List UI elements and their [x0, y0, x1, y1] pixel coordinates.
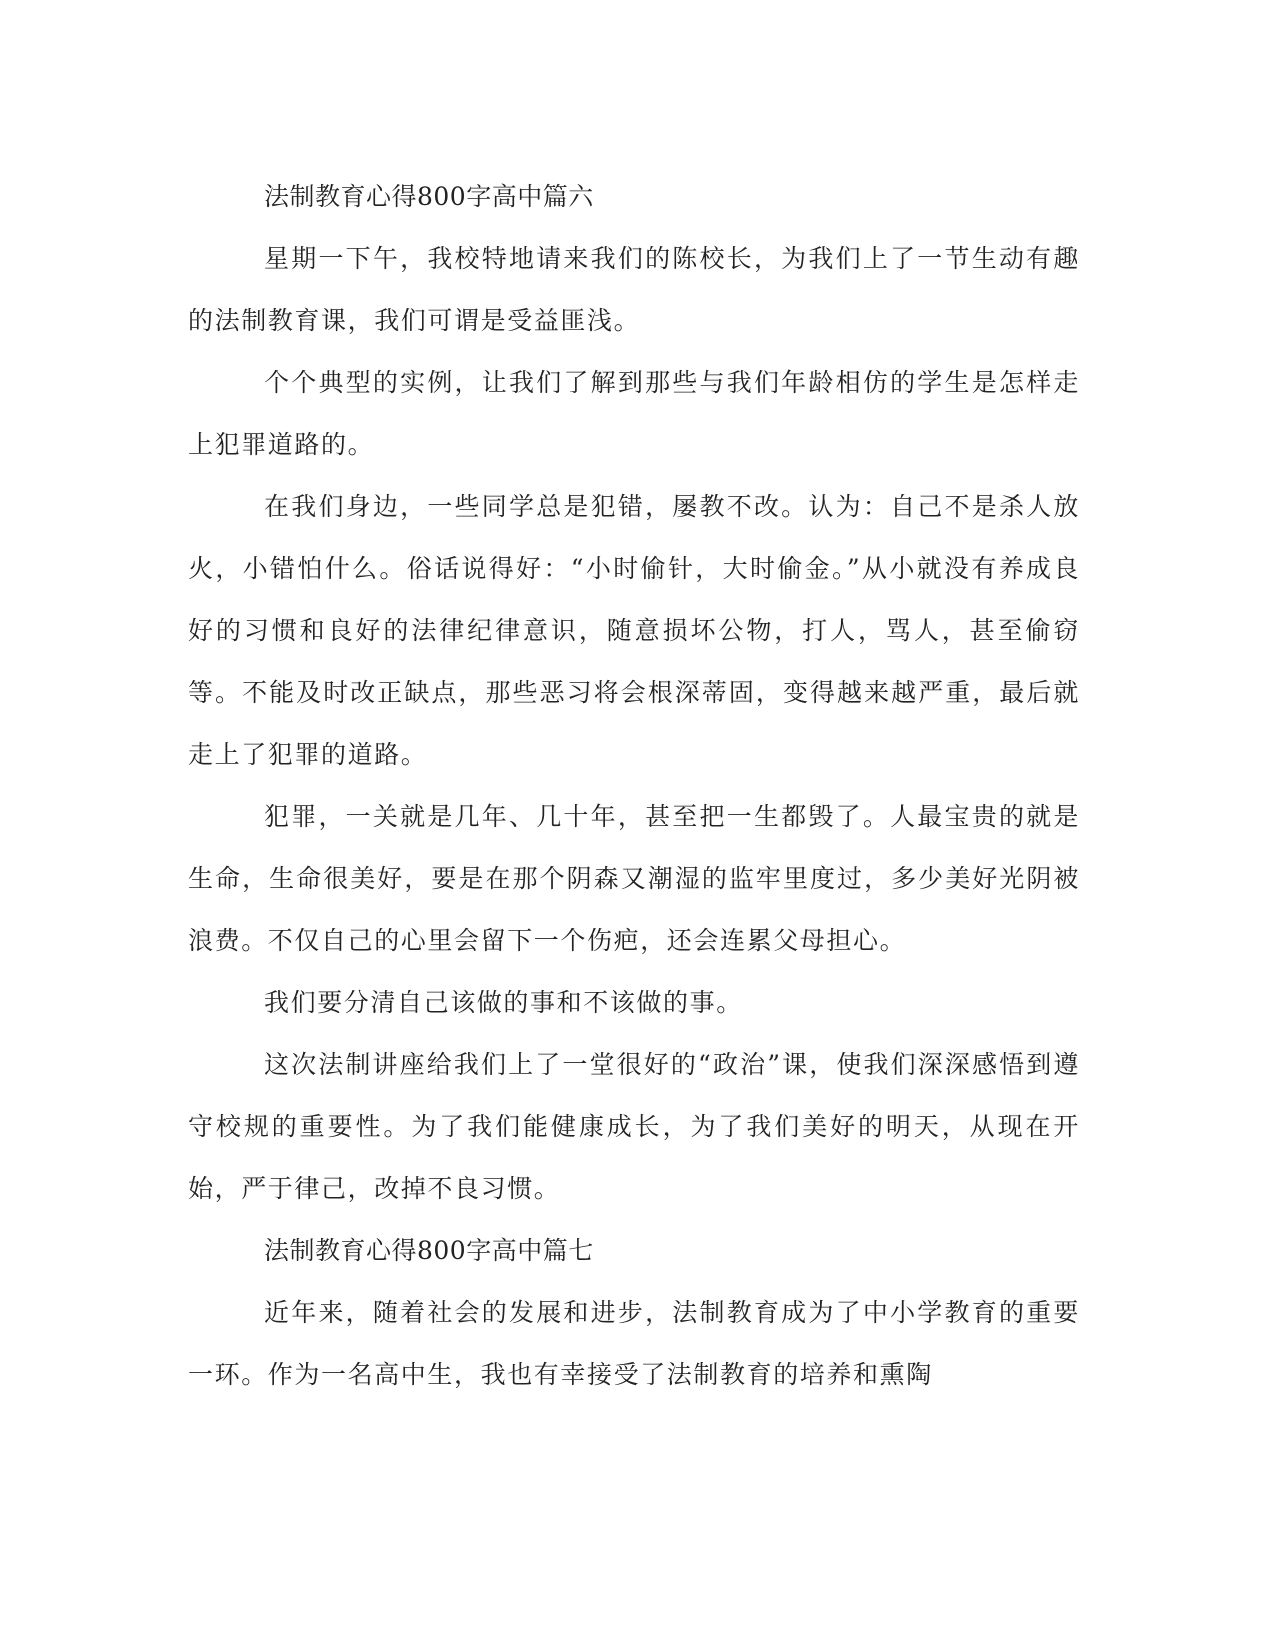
paragraph: 我们要分清自己该做的事和不该做的事。 — [264, 988, 743, 1017]
paragraph: 个个典型的实例，让我们了解到那些与我们年龄相仿的学生是怎样走上犯罪道路的。 — [188, 368, 1080, 459]
section-heading-6: 法制教育心得800字高中篇六 — [264, 182, 594, 211]
paragraph: 星期一下午，我校特地请来我们的陈校长，为我们上了一节生动有趣的法制教育课，我们可谓是受益匪浅。 — [188, 244, 1080, 335]
document-body — [188, 166, 1080, 1406]
paragraph: 犯罪，一关就是几年、几十年，甚至把一生都毁了。人最宝贵的就是生命，生命很美好，要是在那个阴森又潮湿的监牢里度过，多少美好光阴被浪费。不仅自己的心里会留下一个伤疤，还会连累父母担心。 — [188, 802, 1080, 955]
paragraph: 近年来，随着社会的发展和进步，法制教育成为了中小学教育的重要一环。作为一名高中生，我也有幸接受了法制教育的培养和熏陶 — [188, 1298, 1080, 1389]
paragraph: 在我们身边，一些同学总是犯错，屡教不改。认为：自己不是杀人放火，小错怕什么。俗话说得好：“小时偷针，大时偷金。”从小就没有养成良好的习惯和良好的法律纪律意识，随意损坏公物，打人，骂人，甚至偷窃等。不能及时改正缺点，那些恶习将会根深蒂固，变得越来越严重，最后就走上了犯罪的道路。 — [188, 492, 1080, 769]
section-heading-7: 法制教育心得800字高中篇七 — [264, 1236, 594, 1265]
paragraph: 这次法制讲座给我们上了一堂很好的“政治”课，使我们深深感悟到遵守校规的重要性。为了我们能健康成长，为了我们美好的明天，从现在开始，严于律己，改掉不良习惯。 — [188, 1050, 1080, 1203]
